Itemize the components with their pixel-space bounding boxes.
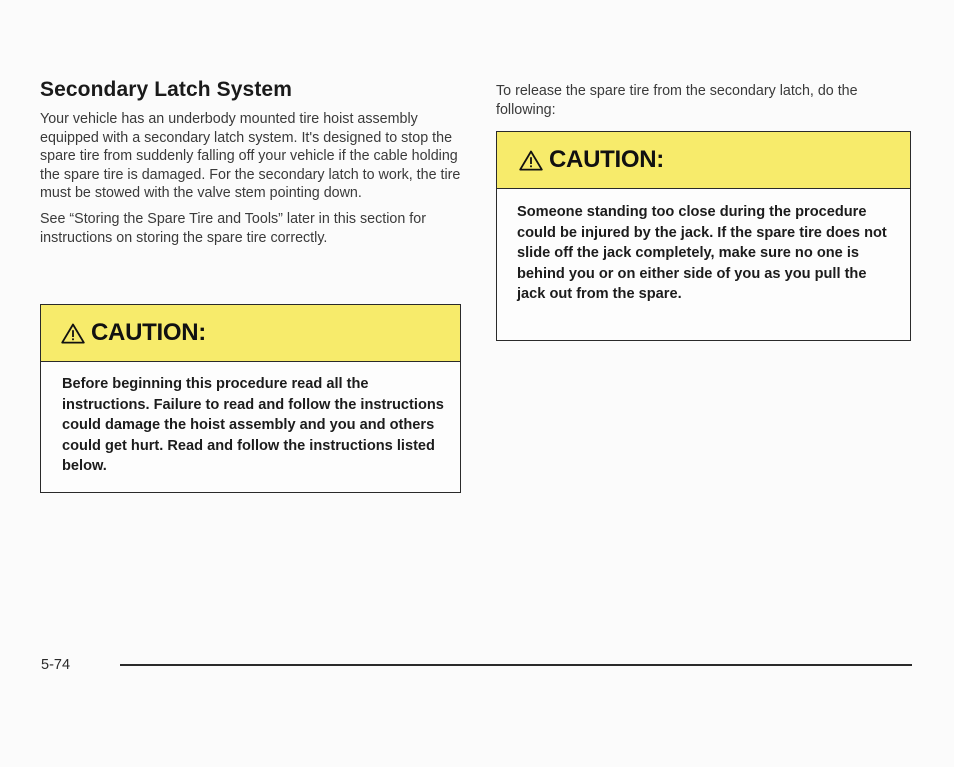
caution-title: CAUTION: xyxy=(549,146,664,173)
caution-title: CAUTION: xyxy=(91,319,206,346)
caution-header xyxy=(497,132,910,189)
caution-body: Before beginning this procedure read all the instructions. Failure to read and follow the instructions could damage the hoist assembly and you and others could get hurt. Read and follow the instructions listed below. xyxy=(62,376,444,475)
caution-box-right xyxy=(496,131,911,341)
release-intro: To release the spare tire from the secondary latch, do the following: xyxy=(496,83,858,118)
intro-paragraph: Your vehicle has an underbody mounted tire hoist assembly equipped with a secondary latch system. It's designed to stop the spare tire from suddenly falling off your vehicle if the cable holding the spare tire is damaged. For the secondary latch to work, the tire must be stowed with the valve stem pointing down. xyxy=(40,111,461,202)
caution-box-left xyxy=(40,304,461,493)
left-column xyxy=(40,78,462,254)
page-number: 5-74 xyxy=(41,657,71,673)
reference-paragraph: See “Storing the Spare Tire and Tools” later in this section for instructions on storing the spare tire correctly. xyxy=(40,210,426,246)
warning-triangle-icon xyxy=(61,323,85,344)
right-column xyxy=(496,82,910,126)
section-title: Secondary Latch System xyxy=(40,78,292,101)
caution-body: Someone standing too close during the procedure could be injured by the jack. If the spare tire does not slide off the jack completely, make sure no one is behind you or on either side of you as you pull the jack out from the spare. xyxy=(517,204,887,303)
warning-triangle-icon xyxy=(519,150,543,171)
caution-header xyxy=(41,305,460,362)
footer-divider xyxy=(120,664,912,666)
